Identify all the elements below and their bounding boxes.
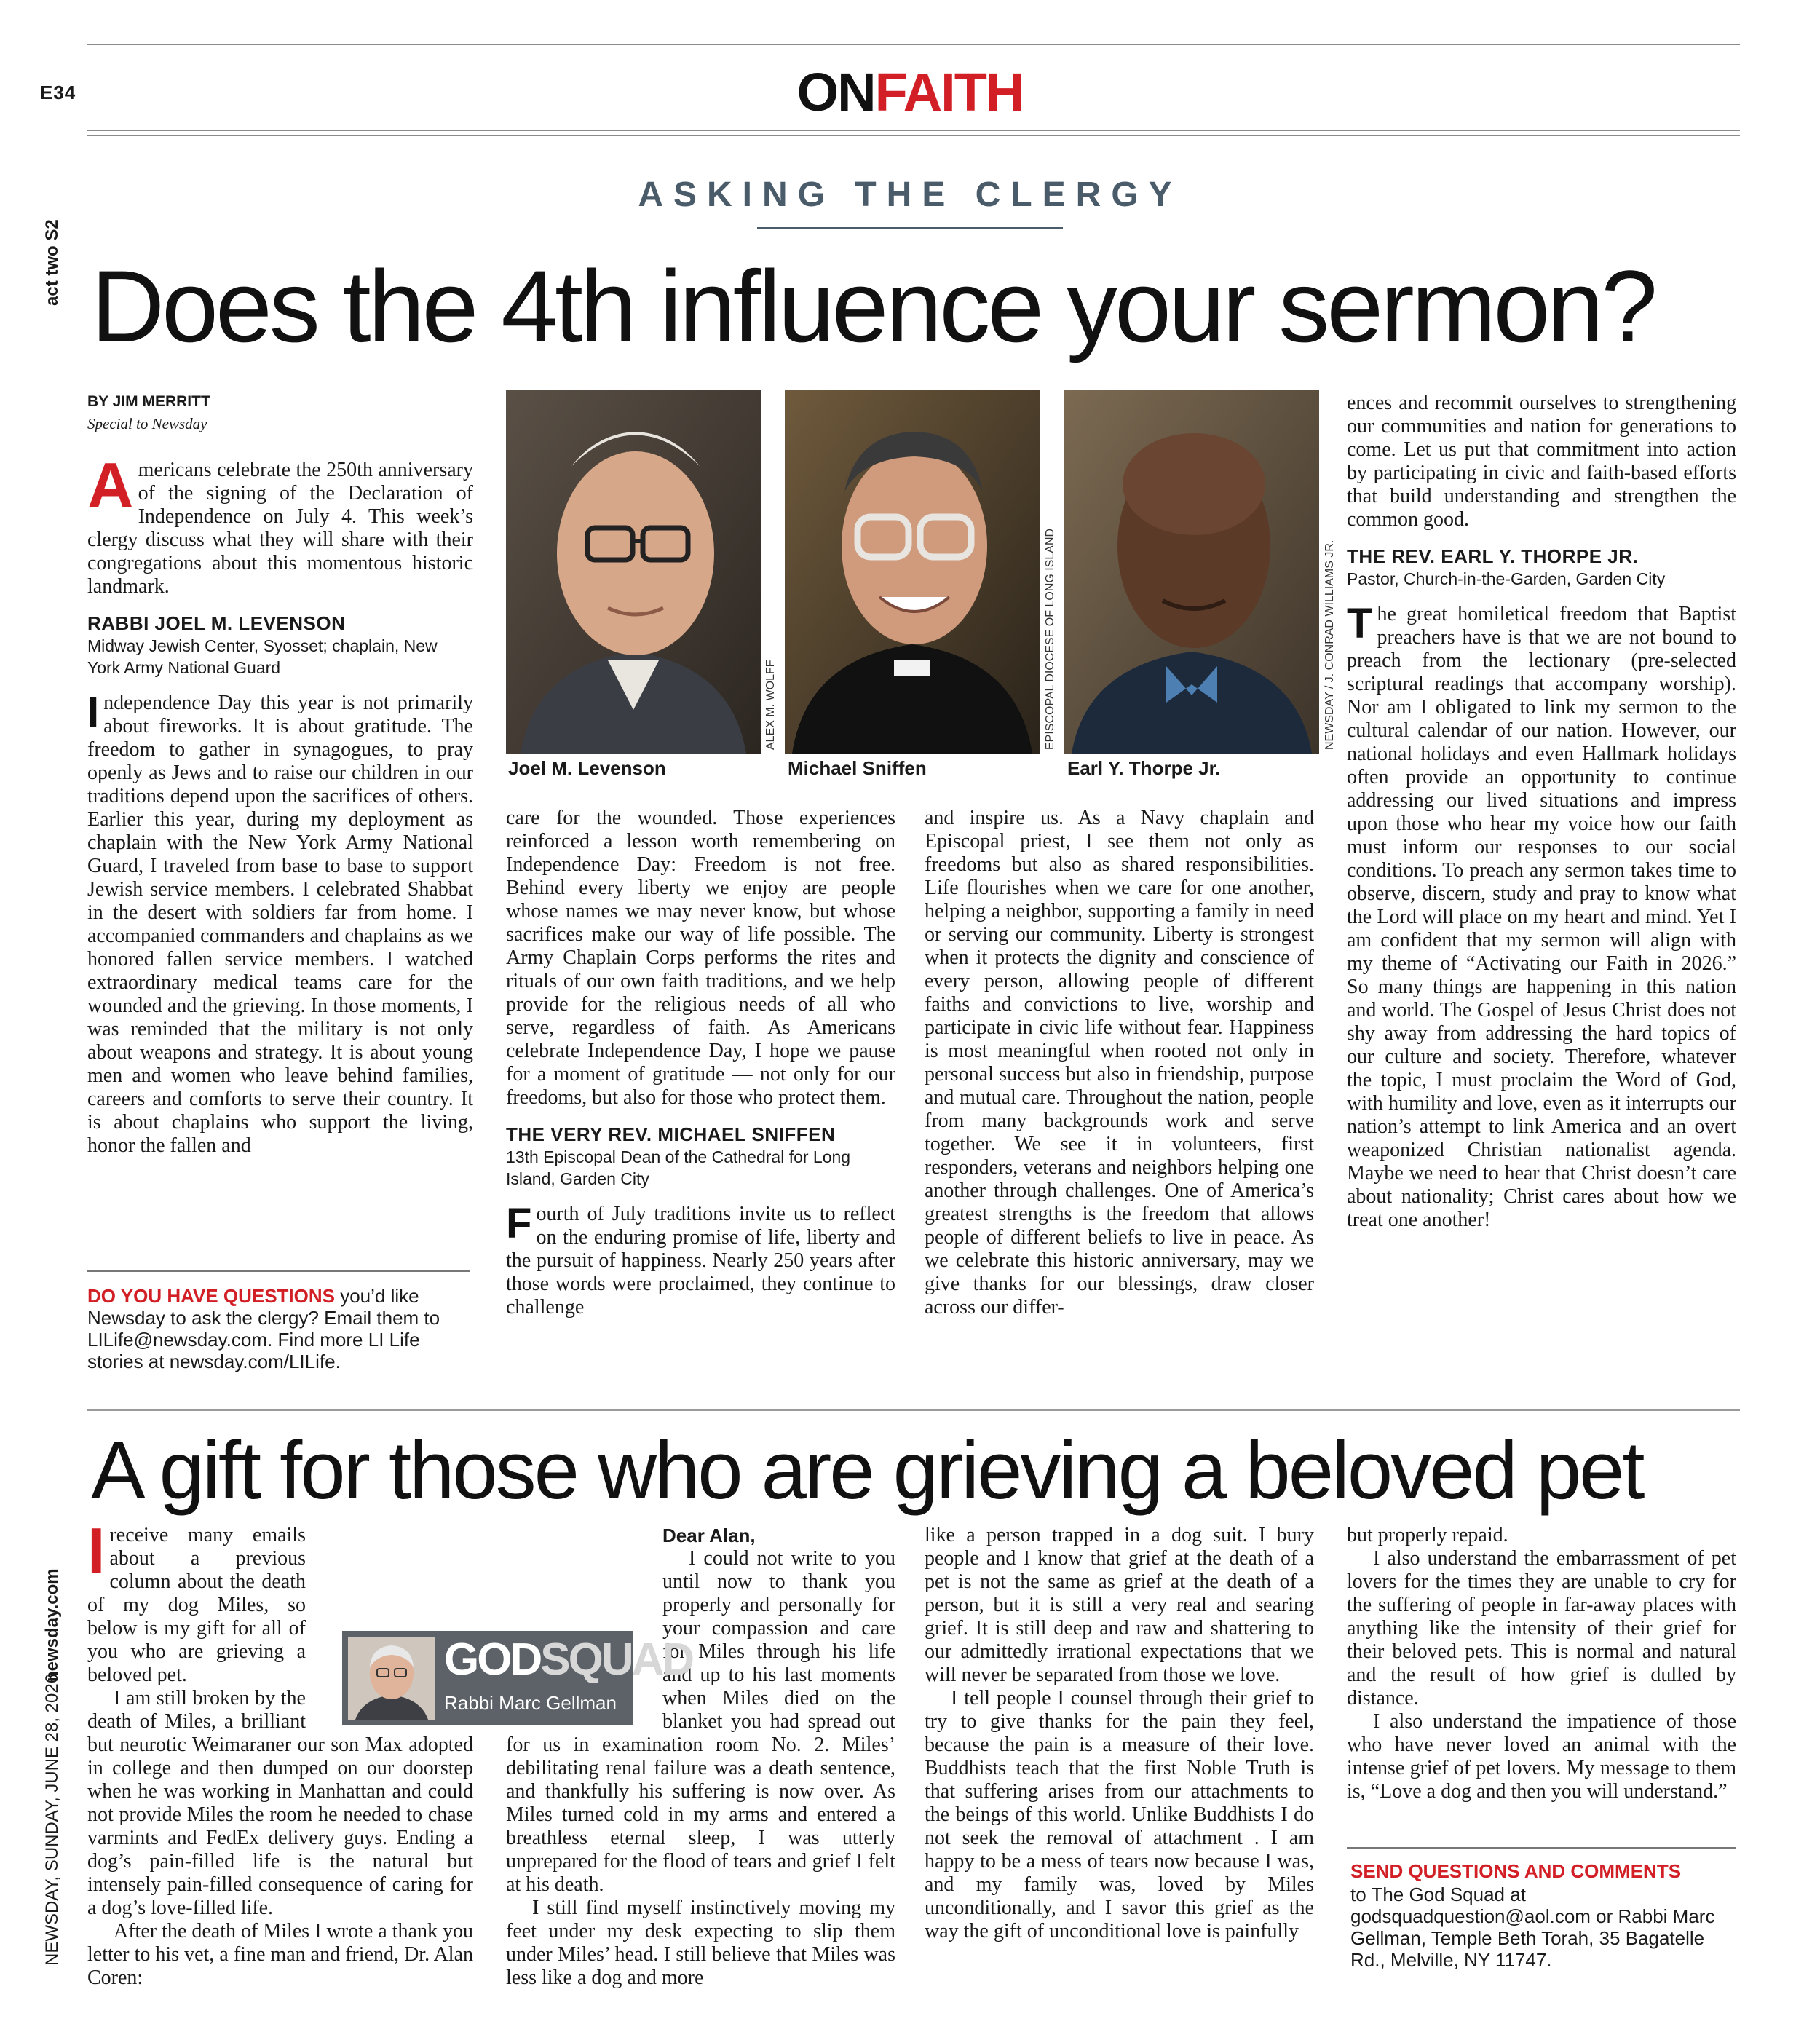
clergy-name: RABBI JOEL M. LEVENSON [87,612,346,634]
columnist-photo [348,1637,435,1720]
story2-col2-p1: I could not write to you until now to thank you properly and personally for your compassion and care for Miles through his life and up to his last moments when Miles died on the blanket you had spread out for us in examination room No. 2. Miles’ debilitating renal failure was a death sentence, and thankfully his suffering is now over. As Miles turned cold in my arms and entered a breathless eternal sleep, I was utterly unprepared for the flood of tears and grief I felt at his death. [506,1547,895,1896]
dropcap: I [87,689,100,736]
side-site: newsday.com [42,1568,62,1682]
side-date: NEWSDAY, SUNDAY, JUNE 28, 2026 [42,1673,62,1966]
columnist-box [342,1631,693,1725]
photo-levenson [506,390,761,754]
questions-box [87,1285,466,1372]
photo-caption: Michael Sniffen [788,757,927,779]
clergy-title: Pastor, Church-in-the-Garden, Garden City [1347,569,1666,588]
dropcap: I [87,1514,106,1586]
photo-credit: EPISCOPAL DIOCESE OF LONG ISLAND [1044,528,1056,750]
photo-sniffen [785,390,1040,754]
send-questions-label: SEND QUESTIONS AND COMMENTS [1350,1860,1682,1882]
intro-text: mericans celebrate the 250th anniversary of the signing of the Declaration of Independence on July 4. This week’s clergy discuss what they will share with their congregations about this momentous historic landmark. [87,459,473,598]
story2-col1-p2: I am still broken by the death of Miles, a brilliant but neurotic Weimaraner our son Max adopted in college and then dumped on our doorstep when he was working in Manhattan and could not provide Miles the room he needed to chase varmints and FedEx delivery guys. Ending a dog’s pain-filled life is the natural but intensely pain-filled consequence of caring for a dog’s love-filled life. [87,1687,473,1919]
clergy2-text-c: ences and recommit ourselves to strengthening our communities and nation for generations to come. Let us put that commitment into action by participating in civic and faith-based efforts that build understanding and strengthen the common good. [1347,392,1736,531]
story2-col4-p3: I also understand the impatience of those who have never loved an animal with the intense grief of pet lovers. My message to them is, “Love a dog and then you will understand.” [1347,1710,1736,1803]
columnist-logo [444,1634,692,1685]
section-logo-on: ON [796,62,875,122]
dropcap: F [506,1200,532,1247]
photo-thorpe [1064,390,1319,754]
column-4 [1347,392,1736,1232]
intro-column [87,449,473,1158]
story2-col1-p1: receive many emails about a previous column about the death of my dog Miles, so below is my gift for all of you who are grieving a beloved pet. [87,1524,306,1686]
side-section-label: act two S2 [42,219,62,306]
photo-caption: Joel M. Levenson [508,757,666,779]
story2-col4-p2: I also understand the embarrassment of pet lovers for the times they are unable to cry for the suffering of people in far-away places with anything like the intensity of their grief for their beloved pets. This is normal and natural and the result of how grief is dulled by distance. [1347,1547,1736,1709]
photo-credit: NEWSDAY / J. CONRAD WILLIAMS JR. [1324,539,1336,750]
dropcap: A [87,449,134,521]
byline: BY JIM MERRITT [87,393,210,410]
story2-column-3 [925,1524,1314,1943]
story2-col1-p3: After the death of Miles I wrote a thank you letter to his vet, a fine man and friend, Dr. Alan Coren: [87,1920,473,1989]
clergy2-text-b: and inspire us. As a Navy chaplain and Episcopal priest, I see them not only as freedoms but also as shared responsibilities. Life flourishes when we care for one another, helping a neighbor, supporting a family in need or serving our community. Liberty is strongest when it protects the dignity and conscience of every person, allowing people of different faiths and convictions to live, worship and participate in civic life without fear. Happiness is most meaningful when rooted not only in personal success but also in friendship, purpose and mutual care. Throughout the nation, people from many backgrounds work and serve together. We see it in volunteers, first responders, veterans and neighbors helping one another through challenges. One of America’s greatest strengths is the freedom that allows people of different beliefs to live in peace. As we celebrate this historic anniversary, may we give thanks for our blessings, draw closer across our differ- [925,807,1314,1319]
questions-rule [87,1270,470,1272]
clergy2-text-a: ourth of July traditions invite us to reflect on the enduring promise of life, liberty and the pursuit of happiness. Nearly 250 years after those words were proclaimed, they continue to challenge [506,1203,895,1319]
page-number: E34 [40,82,76,103]
clergy3-text-a: he great homiletical freedom that Baptist preachers have is that we are not bound to preach from the lectionary (pre-selected scriptural readings that accompany worship). Nor am I obligated to link my sermon to the cultural calendar of our nation. However, our national holidays and even Hallmark holidays often provide an opportunity to continue addressing our lived situations and impress upon those who hear my voice how our faith must inform our responses to our social conditions. To preach any sermon takes time to observe, discern, study and pray to know what the Lord will place on my heart and mind. Yet I am confident that my sermon will align with my theme of “Activating our Faith in 2026.” So many things are happening in this nation and world. The Gospel of Jesus Christ does not shy away from addressing the hard topics of our culture and society. Therefore, whatever the topic, I must proclaim the Word of God, with humility and love, even as it interrupts our nation’s attempt to link America and an overt weaponized Christian nationalist agenda. Maybe we need to hear that Christ doesn’t care about nationality; Christ cares about how we treat one another! [1347,603,1736,1231]
column-3 [925,807,1314,1319]
byline-sub: Special to Newsday [87,415,207,432]
photo-caption: Earl Y. Thorpe Jr. [1067,757,1221,779]
columnist-name: Rabbi Marc Gellman [444,1692,617,1714]
letter-salutation: Dear Alan, [662,1525,756,1546]
clergy-name: THE VERY REV. MICHAEL SNIFFEN [506,1123,836,1145]
story2-col4-p1: but properly repaid. [1347,1524,1508,1546]
story2-col3-p1: like a person trapped in a dog suit. I bury people and I know that grief at the death of a pet is not the same as grief at the death of a person, but it is still a very real and searing grief. It is still deep and raw and shattering to our admittedly irrational expectations that we will never be separated from those we love. [925,1524,1314,1686]
questions-text: you’d like Newsday to ask the clergy? Email them to LILife@newsday.com. Find more LI Life stories at newsday.com/LILife. [87,1285,440,1372]
dropcap: T [1347,600,1373,647]
story2-col3-p2: I tell people I counsel through their grief to try to give thanks for the pain they feel, because the pain is a measure of their love. Buddhists teach that the first Noble Truth is that suffering arises from our attachments to the beings of this world. Unlike Buddhists I do not seek the removal of attachment . I am happy to be a mess of tears now because I was, and my family was, loved by Miles unconditionally, and I savor this grief as the way the gift of unconditional love is painfully [925,1687,1314,1942]
clergy-name: THE REV. EARL Y. THORPE JR. [1347,545,1639,567]
photo-credit: ALEX M. WOLFF [764,660,777,750]
clergy1-text-b: care for the wounded. Those experiences reinforced a lesson worth remembering on Independence Day: Freedom is not free. Behind every liberty we enjoy are people whose names we may never know, but whose sacrifices make our way of life possible. The Army Chaplain Corps performs the rites and rituals of our own faith traditions, and we help provide for the religious needs of all who serve, regardless of faith. As Americans celebrate Independence Day, I hope we pause for a moment of gratitude — not only for our freedoms, but also for those who protect them. [506,807,895,1109]
columnist-logo-squad: SQUAD [540,1634,693,1685]
kicker-rule [757,227,1063,229]
section-logo-faith: FAITH [874,62,1024,122]
headline-2: A gift for those who are grieving a beloved pet [91,1425,1643,1516]
story2-column-4 [1347,1524,1736,1803]
questions-label: DO YOU HAVE QUESTIONS [87,1285,335,1307]
section-logo [0,61,1820,123]
story2-column-1 [87,1514,473,1990]
clergy1-text-a: ndependence Day this year is not primarily about fireworks. It is about gratitude. The freedom to gather in synagogues, to pray openly as Jews and to raise our children in our traditions depend upon the sacrifices of others. Earlier this year, during my deployment as chaplain with the New York Army National Guard, I traveled from base to base to support Jewish service members. I celebrated Shabbat in the desert with soldiers far from home. I accompanied commanders and chaplains as we honored fallen service members. I watched extraordinary medical teams care for the wounded and the grieving. In those moments, I was reminded that the military is not only about weapons and strategy. It is about young men and women who leave behind families, careers and comforts to serve their country. It is about chaplains who support the living, honor the fallen and [87,692,473,1157]
story2-col2-p2: I still find myself instinctively moving my feet under my desk expecting to slip them under Miles’ head. I still believe that Miles was less like a dog and more [506,1897,895,1989]
story2-column-2 [506,1524,895,1990]
clergy-title: 13th Episcopal Dean of the Cathedral for Long Island, Garden City [506,1147,851,1188]
send-questions-text: to The God Squad at godsquadquestion@aol.com or Rabbi Marc Gellman, Temple Beth Torah, 35 Bagatelle Rd., Melville, NY 11747. [1350,1883,1715,1971]
clergy-title: Midway Jewish Center, Syosset; chaplain, New York Army National Guard [87,636,438,677]
column-2 [506,807,895,1319]
kicker: ASKING THE CLERGY [638,175,1182,214]
headline: Does the 4th influence your sermon? [91,249,1655,363]
columnist-logo-god: GOD [444,1634,541,1685]
send-questions-box [1350,1860,1729,1971]
